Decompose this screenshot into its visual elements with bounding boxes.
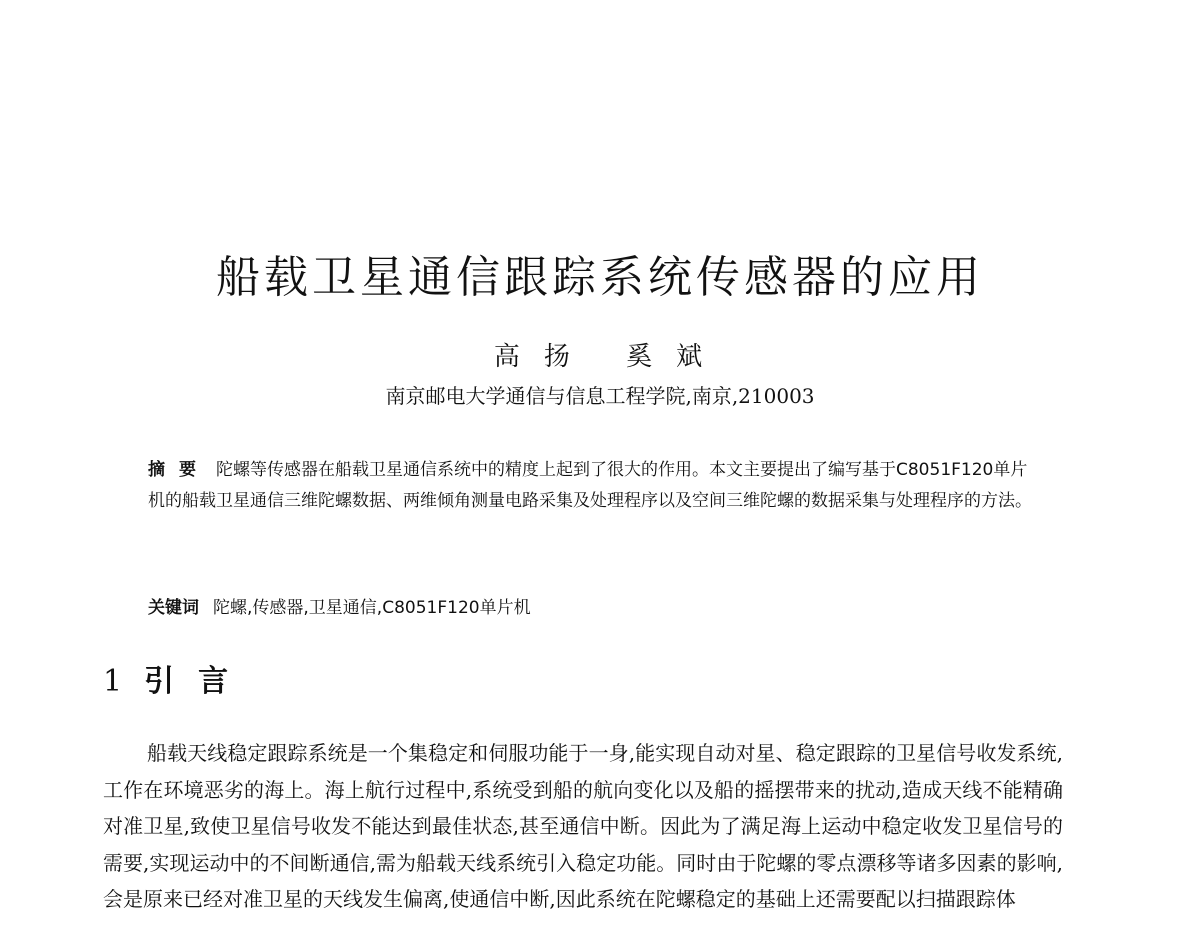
section-number: 1 bbox=[103, 664, 123, 699]
abstract-text: 陀螺等传感器在船载卫星通信系统中的精度上起到了很大的作用。本文主要提出了编写基于C8051F120单片机的船载卫星通信三维陀螺数据、两维倾角测量电路采集及处理程序以及空间三维陀螺的数据采集与处理程序的方法。 bbox=[148, 460, 1032, 511]
section-heading bbox=[103, 662, 252, 702]
section-title: 引言 bbox=[144, 664, 253, 699]
author-list: 高扬 奚斌 bbox=[493, 342, 727, 372]
keywords-text: 陀螺,传感器,卫星通信,C8051F120单片机 bbox=[213, 598, 531, 618]
abstract bbox=[148, 455, 1038, 517]
paper-title: 船载卫星通信跟踪系统传感器的应用 bbox=[216, 252, 984, 303]
affiliation: 南京邮电大学通信与信息工程学院,南京,210003 bbox=[385, 384, 815, 408]
abstract-label: 摘要 bbox=[148, 460, 210, 480]
body-paragraph: 船载天线稳定跟踪系统是一个集稳定和伺服功能于一身,能实现自动对星、稳定跟踪的卫星信号收发系统,工作在环境恶劣的海上。海上航行过程中,系统受到船的航向变化以及船的摇摆带来的扰动,造成天线不能精确对准卫星,致使卫星信号收发不能达到最佳状态,甚至通信中断。因此为了满足海上运动中稳定收发卫星信号的需要,实现运动中的不间断通信,需为船载天线系统引入稳定功能。同时由于陀螺的零点漂移等诸多因素的影响,会是原来已经对准卫星的天线发生偏离,使通信中断,因此系统在陀螺稳定的基础上还需要配以扫描跟踪体 bbox=[103, 741, 1063, 911]
keywords bbox=[148, 594, 1038, 622]
keywords-label: 关键词 bbox=[148, 598, 199, 618]
